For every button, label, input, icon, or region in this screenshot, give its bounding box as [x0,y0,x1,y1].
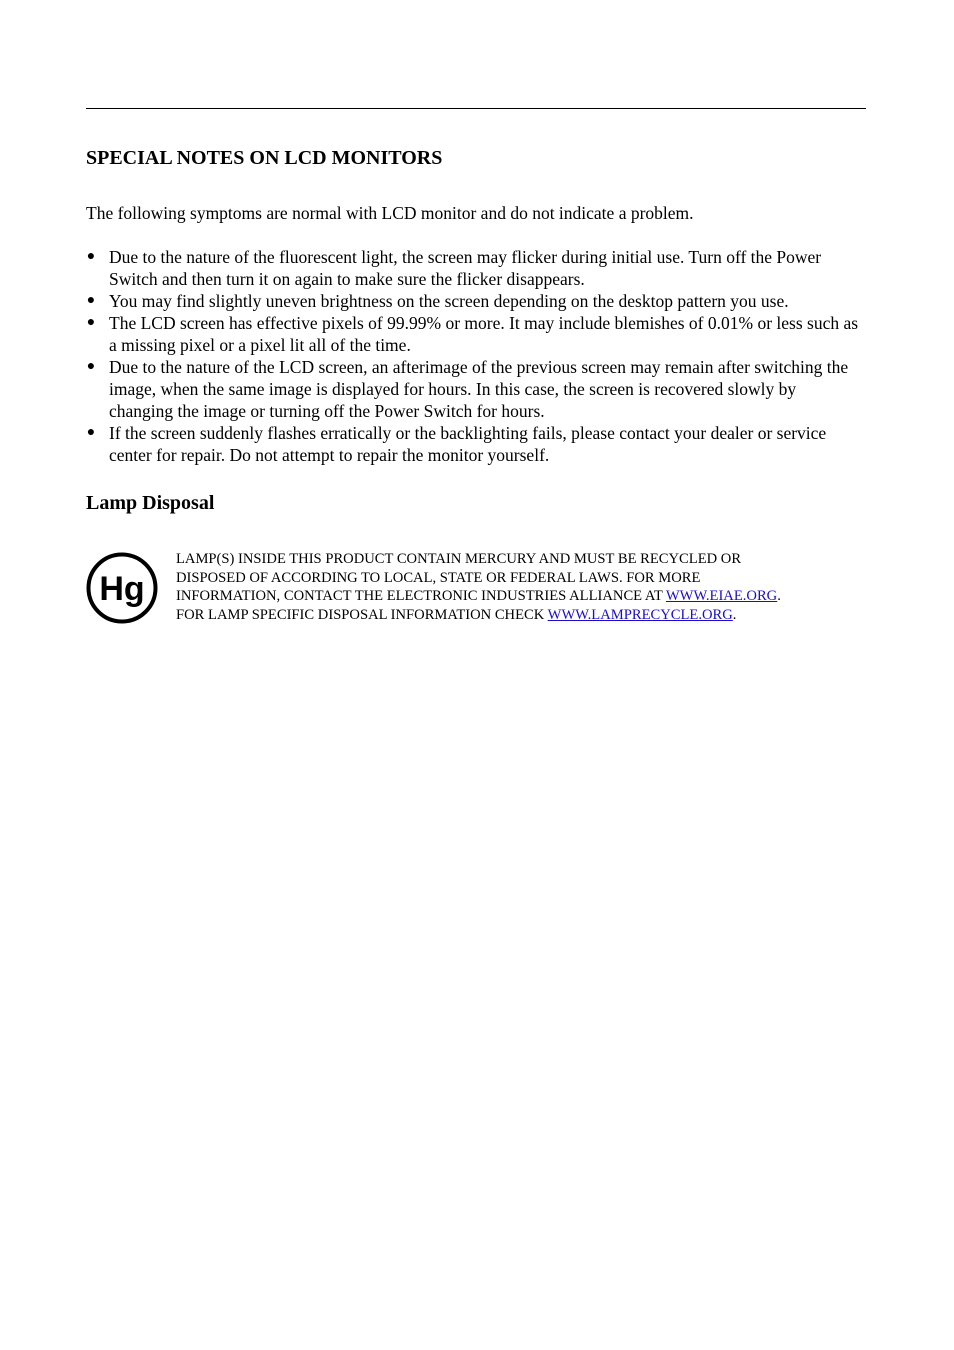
notice-line: LAMP(S) INSIDE THIS PRODUCT CONTAIN MERCURY AND MUST BE RECYCLED OR [176,551,742,567]
symptom-list [86,246,861,466]
notice-line: DISPOSED OF ACCORDING TO LOCAL, STATE OR FEDERAL LAWS. FOR MORE [176,569,701,586]
bullet-icon: ● [86,359,96,374]
mercury-hg-icon [86,552,158,624]
list-item [86,356,861,422]
list-item [86,422,861,466]
notice-line [176,587,866,606]
intro-paragraph: The following symptoms are normal with LCD monitor and do not indicate a problem. [86,203,694,223]
bullet-icon: ● [86,425,96,440]
notice-text: . [732,606,737,623]
list-item [86,312,861,356]
page-title: SPECIAL NOTES ON LCD MONITORS [86,147,443,169]
notice-text: . [777,588,781,604]
bullet-icon: ● [86,293,96,308]
list-item-text: Due to the nature of the fluorescent light, the screen may flicker during initial use. Turn off the Power Switch and then turn it on again to make sure the flicker disappears. [109,247,822,289]
bullet-icon: ● [86,249,96,264]
list-item-text: You may find slightly uneven brightness on the screen depending on the desktop pattern you use. [109,291,789,311]
list-item-text: The LCD screen has effective pixels of 99.99% or more. It may include blemishes of 0.01% or less such as a missing pixel or a pixel lit all of the time. [109,313,859,355]
list-item-text: If the screen suddenly flashes erratically or the backlighting fails, please contact your dealer or service center for repair. Do not attempt to repair the monitor yourself. [109,423,827,465]
list-item-text: Due to the nature of the LCD screen, an afterimage of the previous screen may remain after switching the image, when the same image is displayed for hours. In this case, the screen is recovered slowly by changing the image or turning off the Power Switch for hours. [109,357,849,421]
lamp-disposal-title: Lamp Disposal [86,492,215,514]
notice-text: INFORMATION, CONTACT THE ELECTRONIC INDUSTRIES ALLIANCE AT [176,588,666,604]
notice-text: FOR LAMP SPECIFIC DISPOSAL INFORMATION CHECK [176,606,548,623]
notice-line [176,606,866,625]
bullet-icon: ● [86,315,96,330]
mercury-hg-icon-label: Hg [99,570,145,608]
lamprecycle-link[interactable]: WWW.LAMPRECYCLE.ORG [547,606,733,623]
header-divider [86,108,866,109]
list-item [86,246,861,290]
list-item [86,290,861,312]
mercury-notice [176,550,866,624]
eiae-link[interactable]: WWW.EIAE.ORG [665,588,778,604]
